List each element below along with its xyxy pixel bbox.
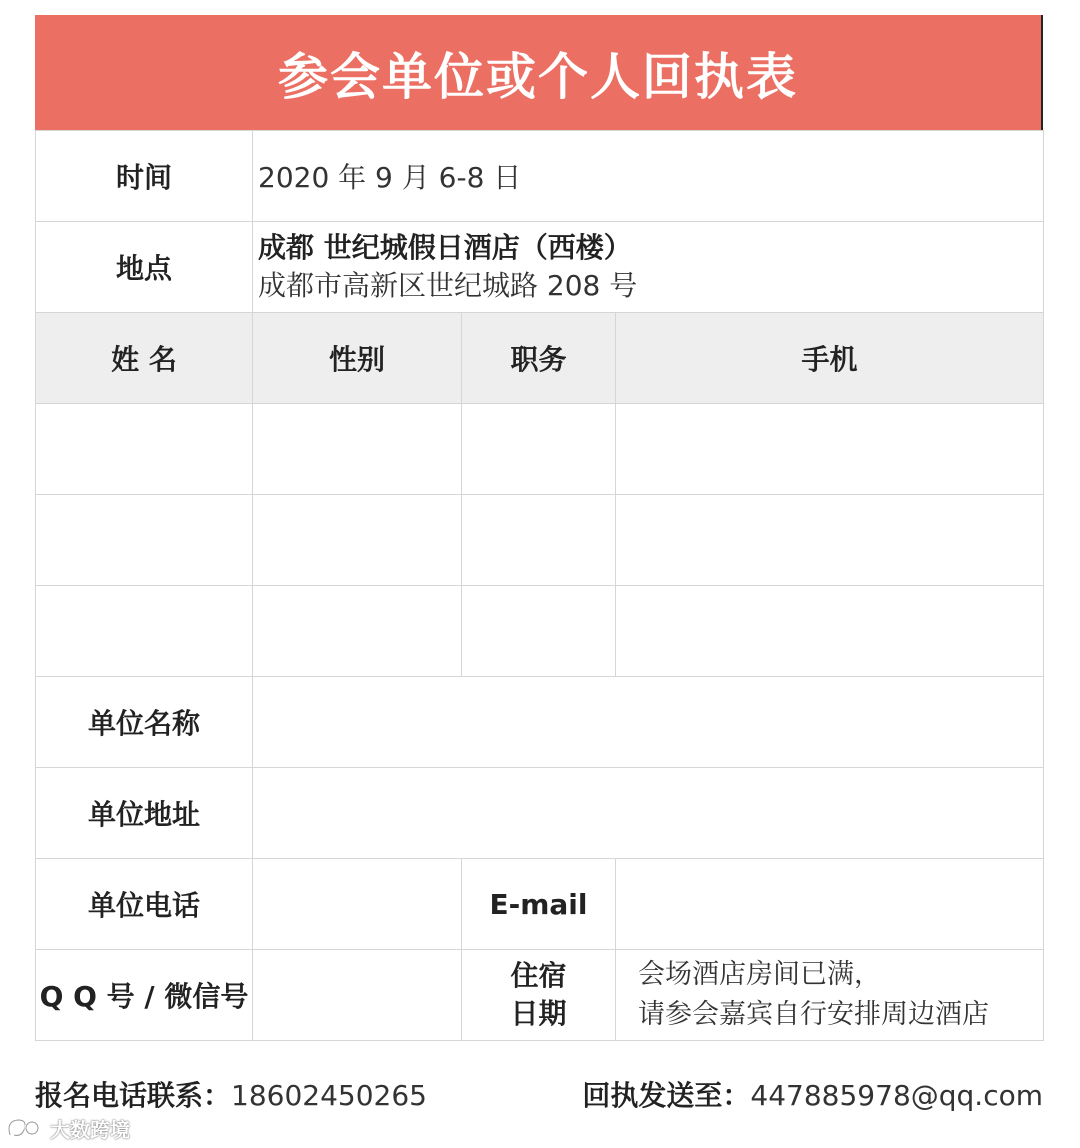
org-name-label: 单位名称: [36, 677, 253, 768]
time-row: [36, 131, 1044, 222]
footer-phone-value: 18602450265: [231, 1079, 427, 1112]
attendee-name-cell[interactable]: [36, 586, 253, 677]
attendee-position-cell[interactable]: [462, 495, 616, 586]
footer-send-value: 447885978@qq.com: [750, 1079, 1043, 1112]
attendee-row-1: [36, 404, 1044, 495]
qq-stay-row: [36, 950, 1044, 1041]
attendee-mobile-cell[interactable]: [616, 586, 1044, 677]
org-phone-label: 单位电话: [36, 859, 253, 950]
attendee-position-cell[interactable]: [462, 404, 616, 495]
title-banner: [35, 15, 1043, 130]
place-value: [253, 222, 1044, 313]
org-name-field[interactable]: [253, 677, 1044, 768]
attendee-mobile-cell[interactable]: [616, 495, 1044, 586]
column-header-name: 姓 名: [36, 313, 253, 404]
org-address-row: [36, 768, 1044, 859]
email-field[interactable]: [616, 859, 1044, 950]
time-value: 2020 年 9 月 6-8 日: [253, 131, 1044, 222]
column-header-row: [36, 313, 1044, 404]
watermark: [4, 1112, 130, 1144]
qq-wechat-label: Q Q 号 / 微信号: [36, 950, 253, 1041]
page-title: 参会单位或个人回执表: [278, 47, 798, 106]
receipt-form-table: [35, 130, 1044, 1041]
attendee-position-cell[interactable]: [462, 586, 616, 677]
attendee-name-cell[interactable]: [36, 495, 253, 586]
time-label: 时间: [36, 131, 253, 222]
footer-send: [582, 1074, 1043, 1114]
attendee-name-cell[interactable]: [36, 404, 253, 495]
stay-note-line1: 会场酒店房间已满，: [638, 959, 881, 990]
brand-logo-icon: [4, 1115, 44, 1141]
column-header-gender: 性别: [253, 313, 462, 404]
footer-send-label: 回执发送至：: [582, 1079, 751, 1112]
place-row: [36, 222, 1044, 313]
stay-date-label: [462, 950, 616, 1041]
attendee-mobile-cell[interactable]: [616, 404, 1044, 495]
attendee-row-2: [36, 495, 1044, 586]
place-label: 地点: [36, 222, 253, 313]
attendee-gender-cell[interactable]: [253, 586, 462, 677]
footer-contact: [35, 1074, 1043, 1114]
footer-phone: [35, 1074, 427, 1114]
email-label: E-mail: [462, 859, 616, 950]
place-address: 成都市高新区世纪城路 208 号: [258, 269, 638, 302]
place-hotel: 成都 世纪城假日酒店（西楼）: [258, 231, 632, 264]
stay-date-label-line2: 日期: [510, 997, 567, 1030]
stay-note-line2: 请参会嘉宾自行安排周边酒店: [638, 999, 989, 1030]
footer-phone-label: 报名电话联系：: [35, 1079, 232, 1112]
column-header-mobile: 手机: [616, 313, 1044, 404]
org-address-field[interactable]: [253, 768, 1044, 859]
org-address-label: 单位地址: [36, 768, 253, 859]
attendee-gender-cell[interactable]: [253, 404, 462, 495]
org-name-row: [36, 677, 1044, 768]
qq-wechat-field[interactable]: [253, 950, 462, 1041]
org-phone-row: [36, 859, 1044, 950]
attendee-gender-cell[interactable]: [253, 495, 462, 586]
org-phone-field[interactable]: [253, 859, 462, 950]
stay-note: [616, 950, 1044, 1041]
column-header-position: 职务: [462, 313, 616, 404]
watermark-text: 大数跨境: [50, 1117, 130, 1142]
attendee-row-3: [36, 586, 1044, 677]
stay-date-label-line1: 住宿: [510, 959, 567, 992]
